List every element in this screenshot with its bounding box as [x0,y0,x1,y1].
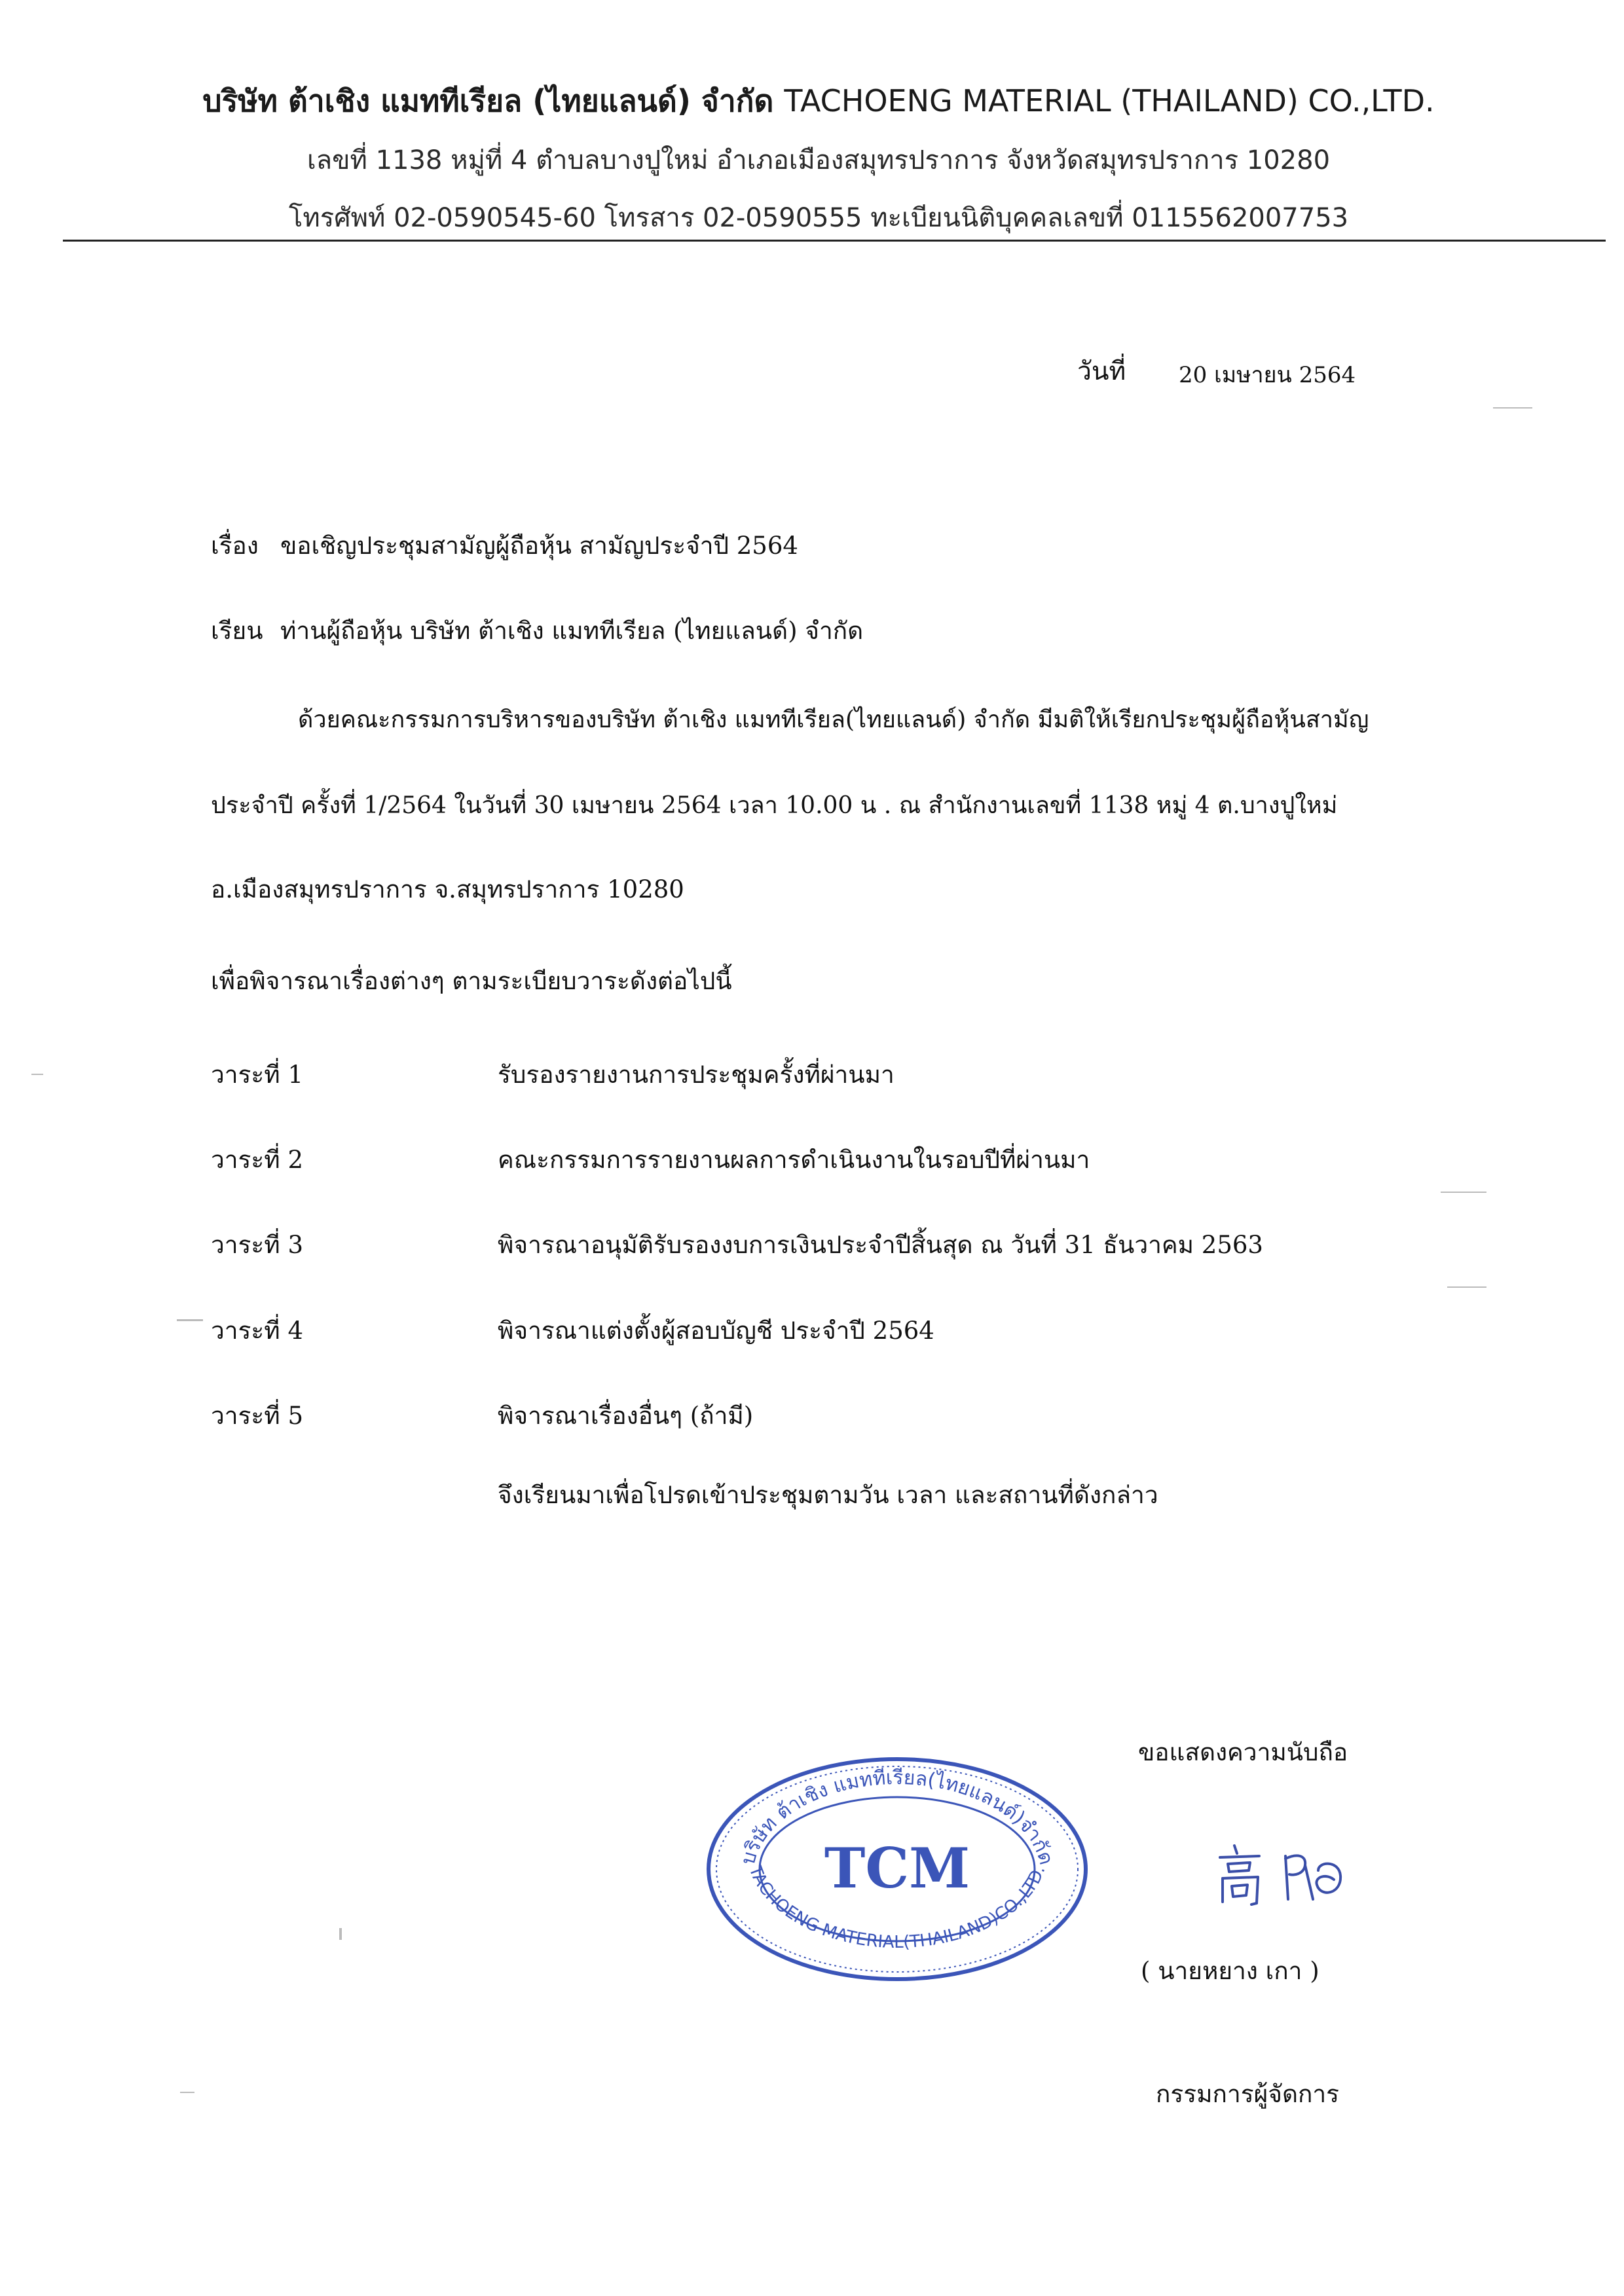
date-value: 20 เมษายน 2564 [1179,362,1356,388]
scan-artifact [31,1074,43,1075]
agenda-label: วาระที่ 4 [211,1317,303,1345]
regards-text: ขอแสดงความนับถือ [1138,1738,1348,1766]
letterhead-company [131,77,1506,125]
closing-text: จึงเรียนมาเพื่อโปรดเข้าประชุมตามวัน เวลา และสถานที่ดังกล่าว [498,1481,1158,1509]
letterhead-contact: โทรศัพท์ 02-0590545-60 โทรสาร 02-0590555 ทะเบียนนิติบุคคลเลขที่ 0115562007753 [288,203,1349,233]
signatory-title: กรรมการผู้จัดการ [1156,2080,1340,2108]
agenda-label: วาระที่ 3 [211,1231,303,1259]
subject-text: ขอเชิญประชุมสามัญผู้ถือหุ้น สามัญประจำปี 2564 [280,532,798,560]
scan-artifact [177,1319,203,1321]
agenda-text: คณะกรรมการรายงานผลการดำเนินงานในรอบปีที่ผ่านมา [498,1146,1090,1174]
scan-artifact [1447,1286,1486,1288]
recipient-label: เรียน [211,617,263,645]
body-line-2: ประจำปี ครั้งที่ 1/2564 ในวันที่ 30 เมษายน 2564 เวลา 10.00 น . ณ สำนักงานเลขที่ 1138 หมู่ 4 ต.บางปูใหม่ [211,792,1338,819]
company-name-th: บริษัท ต้าเชิง แมททีเรียล (ไทยแลนด์) จำกัด [202,83,774,118]
scan-artifact [339,1928,342,1940]
recipient-text: ท่านผู้ถือหุ้น บริษัท ต้าเชิง แมททีเรียล (ไทยแลนด์) จำกัด [280,617,864,645]
body-line-3: อ.เมืองสมุทรปราการ จ.สมุทรปราการ 10280 [211,875,684,903]
agenda-label: วาระที่ 2 [211,1146,303,1174]
signature-icon [1208,1836,1359,1915]
subject-label: เรื่อง [211,532,259,560]
svg-text:TCM: TCM [824,1836,970,1901]
signatory-name: ( นายหยาง เกา ) [1141,1957,1320,1985]
agenda-intro: เพื่อพิจารณาเรื่องต่างๆ ตามระเบียบวาระดังต่อไปนี้ [211,967,732,995]
scan-artifact [1441,1192,1486,1193]
agenda-text: พิจารณาอนุมัติรับรองงบการเงินประจำปีสิ้นสุด ณ วันที่ 31 ธันวาคม 2563 [498,1231,1263,1259]
letterhead-divider [63,240,1606,242]
letterhead-address: เลขที่ 1138 หมู่ที่ 4 ตำบลบางปูใหม่ อำเภอเมืองสมุทรปราการ จังหวัดสมุทรปราการ 10280 [306,145,1331,175]
svg-text:TACHOENG MATERIAL(THAILAND)CO.: TACHOENG MATERIAL(THAILAND)CO.,LTD. [745,1863,1050,1953]
body-line-1: ด้วยคณะกรรมการบริหารของบริษัท ต้าเชิง แมททีเรียล(ไทยแลนด์) จำกัด มีมติให้เรียกประชุมผู้ถือหุ้นสามัญ [298,706,1369,733]
date-label: วันที่ [1077,357,1126,386]
agenda-label: วาระที่ 5 [211,1402,303,1430]
scan-artifact [180,2092,194,2093]
agenda-text: พิจารณาแต่งตั้งผู้สอบบัญชี ประจำปี 2564 [498,1317,934,1345]
agenda-text: พิจารณาเรื่องอื่นๆ (ถ้ามี) [498,1402,754,1430]
agenda-text: รับรองรายงานการประชุมครั้งที่ผ่านมา [498,1061,895,1089]
agenda-label: วาระที่ 1 [211,1061,303,1089]
scan-artifact [1493,407,1532,409]
company-name-en: TACHOENG MATERIAL (THAILAND) CO.,LTD. [784,83,1435,118]
company-stamp [701,1751,1094,1987]
svg-text:บริษัท ต้าเชิง แมททีเรียล(ไทยแ: บริษัท ต้าเชิง แมททีเรียล(ไทยแลนด์)จำกัด [736,1766,1058,1868]
